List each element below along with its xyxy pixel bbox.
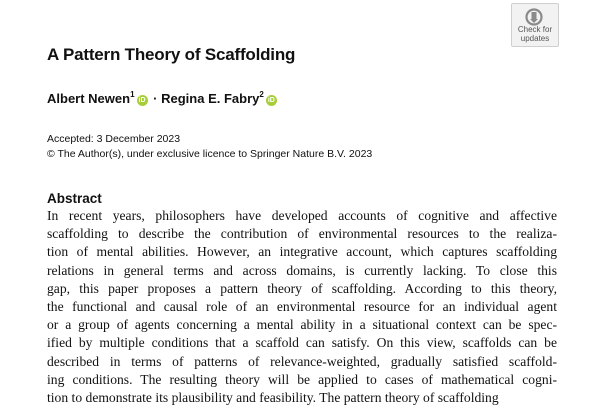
author-affiliation: 1 bbox=[130, 90, 135, 99]
author-separator: · bbox=[153, 91, 158, 106]
check-for-updates-line2: updates bbox=[520, 33, 550, 43]
check-for-updates-line1: Check for bbox=[517, 25, 553, 34]
copyright-notice: © The Author(s), under exclusive licence to Springer Nature B.V. 2023 bbox=[47, 148, 373, 160]
paper-title: A Pattern Theory of Scaffolding bbox=[47, 45, 296, 64]
publication-meta bbox=[47, 132, 372, 162]
abstract-line: or a group of agents concerning a mental ability in a situational context can be spec- bbox=[47, 317, 557, 333]
abstract-heading: Abstract bbox=[47, 191, 102, 206]
check-for-updates-badge[interactable] bbox=[511, 3, 559, 47]
abstract-line: relations in general terms and across domains, is currently lacking. To close this bbox=[47, 262, 557, 278]
author-affiliation: 2 bbox=[259, 90, 264, 99]
author-name[interactable]: Albert Newen bbox=[47, 91, 131, 106]
abstract-line: ified by multiple conditions that a scaffold can satisfy. On this view, scaffolds can be bbox=[47, 335, 557, 351]
author-name[interactable]: Regina E. Fabry bbox=[161, 91, 260, 106]
abstract-line: In recent years, philosophers have developed accounts of cognitive and affective bbox=[47, 208, 557, 223]
abstract-line: the functional and causal role of an environmental resource for an individual agent bbox=[47, 298, 557, 314]
abstract-body bbox=[47, 207, 557, 407]
author-list bbox=[47, 90, 279, 106]
abstract-line: gap, this paper proposes a pattern theory of scaffolding. According to this theory, bbox=[47, 280, 557, 296]
abstract-line: ing conditions. The resulting theory will be applied to cases of mathematical cogni- bbox=[47, 371, 557, 387]
abstract-line: tion of mental abilities. However, an integrative account, which captures scaffolding bbox=[47, 244, 557, 260]
orcid-icon[interactable]: iD bbox=[267, 97, 275, 104]
check-for-updates-label bbox=[512, 26, 558, 43]
check-for-updates-icon bbox=[525, 8, 543, 26]
accepted-date: Accepted: 3 December 2023 bbox=[47, 133, 181, 145]
abstract-line: scaffolding to describe the contribution of environmental resources to the realiza- bbox=[47, 226, 557, 242]
abstract-line: described in terms of patterns of relevance-weighted, gradually satisfied scaffold- bbox=[47, 353, 557, 369]
orcid-icon[interactable]: iD bbox=[138, 97, 146, 104]
abstract-line: tion to demonstrate its plausibility and feasibility. The pattern theory of scaffolding bbox=[47, 389, 499, 405]
